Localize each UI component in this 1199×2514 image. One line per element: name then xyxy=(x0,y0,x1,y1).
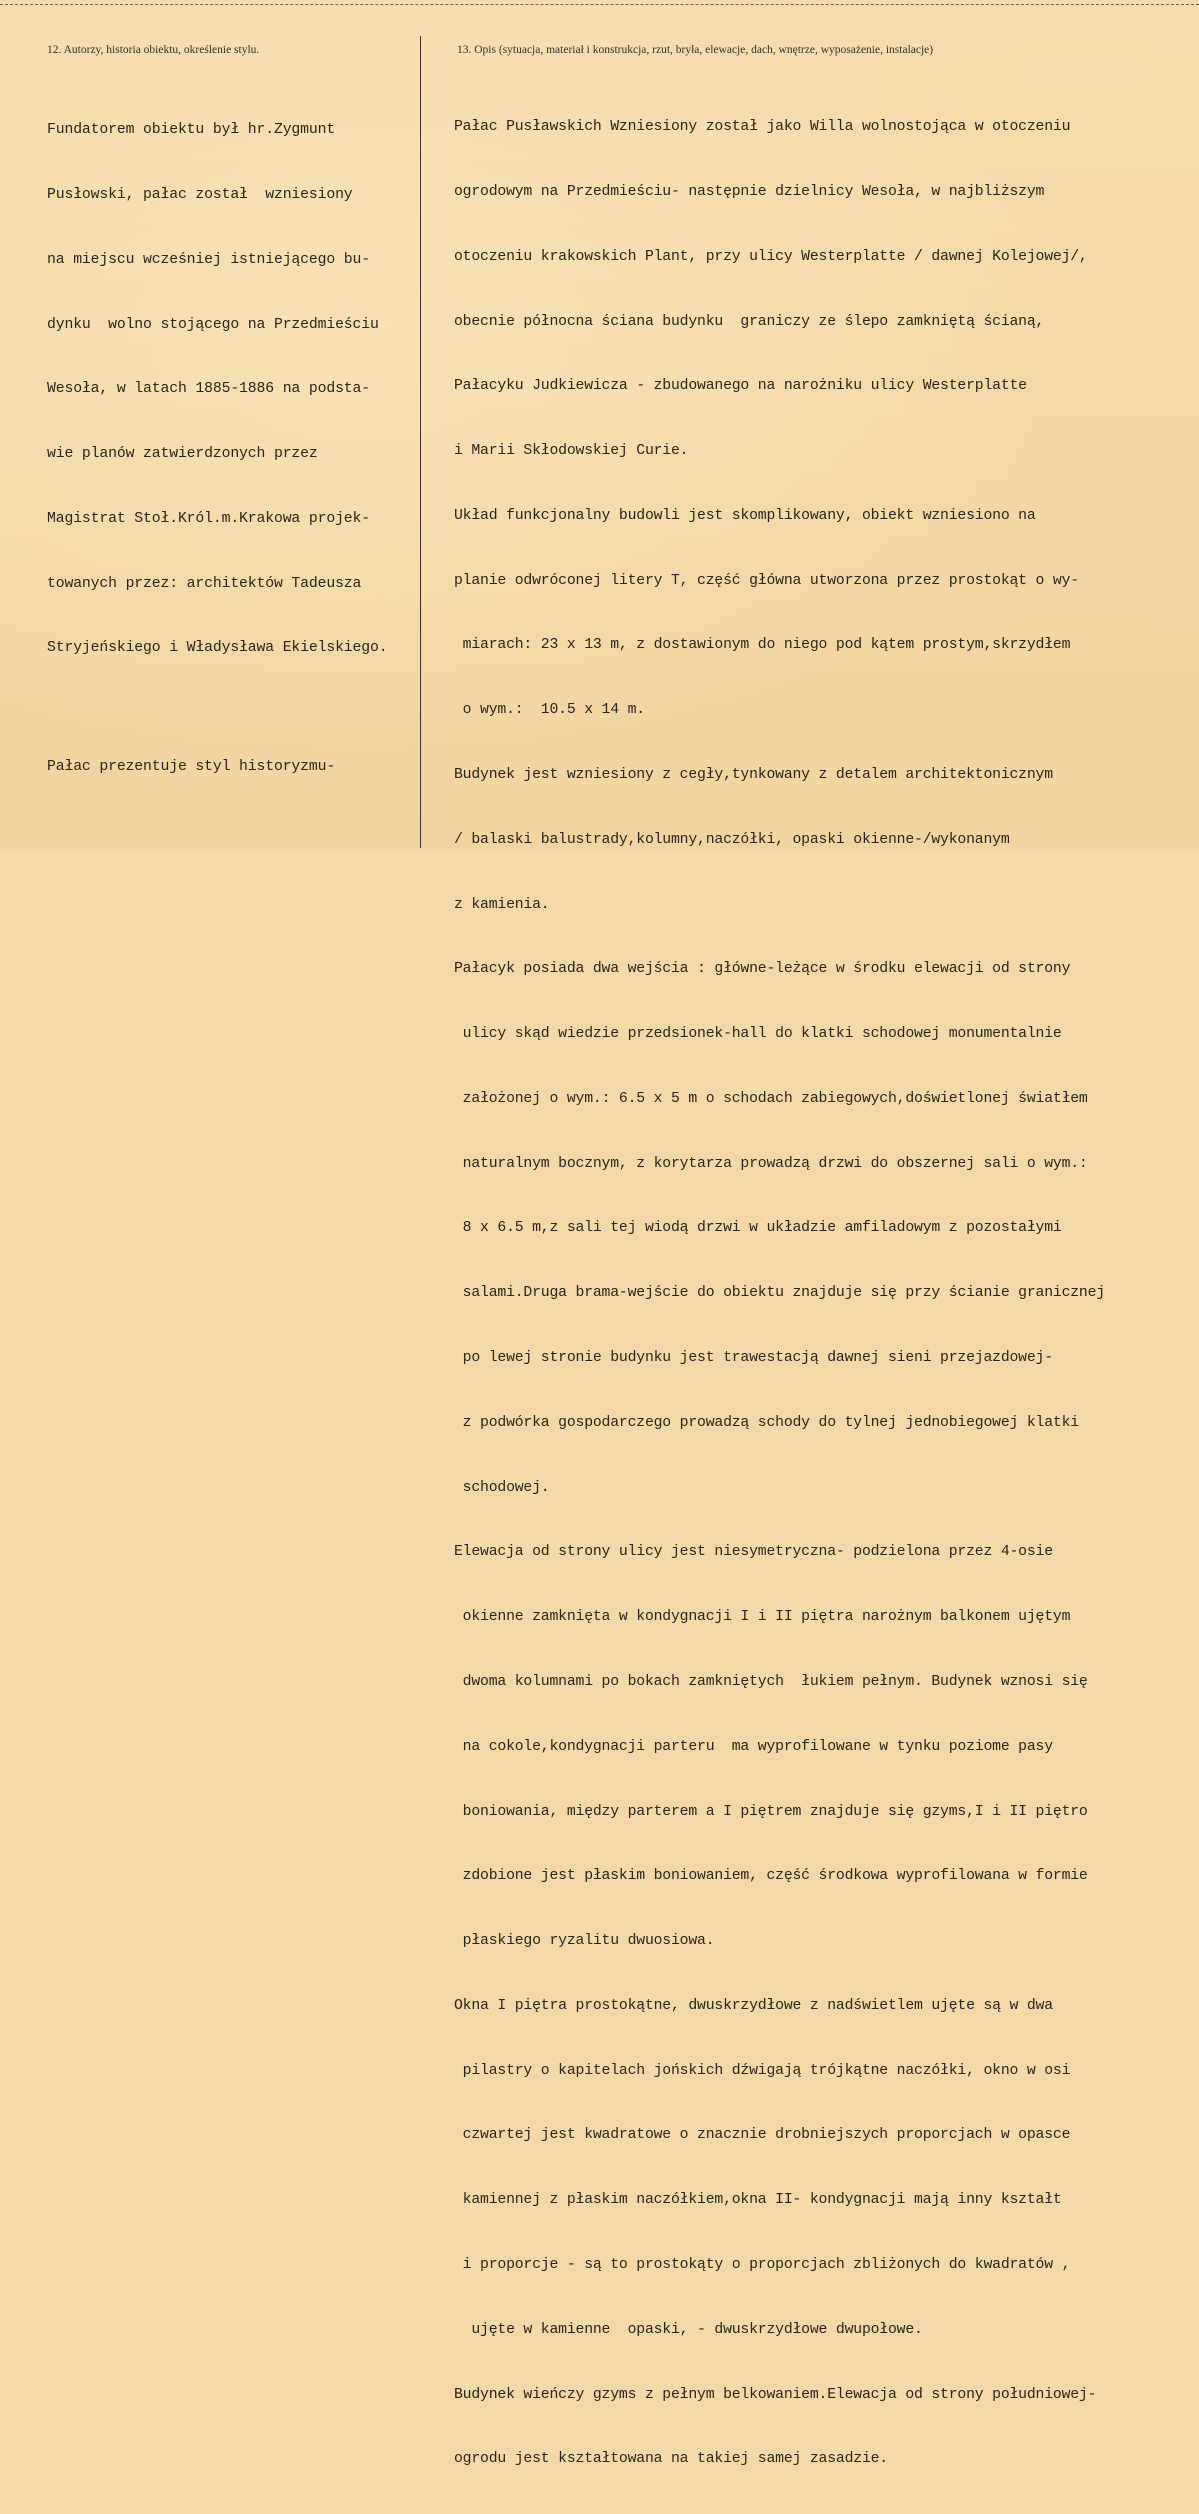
text-line: boniowania, między parterem a I piętrem znajduje się gzyms,I i II piętro xyxy=(454,1803,1088,1820)
text-line: z podwórka gospodarczego prowadzą schody do tylnej jednobiegowej klatki xyxy=(454,1414,1079,1431)
text-line: ogrodowym na Przedmieściu- następnie dzielnicy Wesoła, w najbliższym xyxy=(454,183,1045,200)
text-line: ogrodu jest kształtowana na takiej samej zasadzie. xyxy=(454,2451,888,2468)
text-line: okienne zamknięta w kondygnacji I i II piętra narożnym balkonem ujętym xyxy=(454,1609,1071,1626)
text-line: miarach: 23 x 13 m, z dostawionym do niego pod kątem prostym,skrzydłem xyxy=(454,637,1071,654)
text-line: naturalnym bocznym, z korytarza prowadzą drzwi do obszernej sali o wym.: xyxy=(454,1155,1088,1172)
paragraph-gap xyxy=(47,703,417,714)
text-line: ulicy skąd wiedzie przedsionek-hall do klatki schodowej monumentalnie xyxy=(454,1026,1062,1043)
text-line: Pusłowski, pałac został wzniesiony xyxy=(47,186,353,203)
text-line: Budynek jest wzniesiony z cegły,tynkowany z detalem architektonicznym xyxy=(454,767,1053,783)
text-line: Układ funkcjonalny budowli jest skomplikowany, obiekt wzniesiono na xyxy=(454,507,1036,524)
text-line: po lewej stronie budynku jest trawestacją dawnej sieni przejazdowej- xyxy=(454,1350,1053,1367)
text-line: Magistrat Stoł.Król.m.Krakowa projek- xyxy=(47,510,370,527)
text-line: otoczeniu krakowskich Plant, przy ulicy Westerplatte / dawnej Kolejowej/, xyxy=(454,248,1088,265)
text-line: Budynek wieńczy gzyms z pełnym belkowaniem.Elewacja od strony południowej- xyxy=(454,2386,1097,2403)
text-line: na cokole,kondygnacji parteru ma wyprofilowane w tynku poziome pasy xyxy=(454,1738,1053,1755)
text-line: Fundatorem obiektu był hr.Zygmunt xyxy=(47,122,336,139)
text-line: na miejscu wcześniej istniejącego bu- xyxy=(47,251,370,268)
text-line: z kamienia. xyxy=(454,896,550,913)
text-line: zdobione jest płaskim boniowaniem, część środkowa wyprofilowana w formie xyxy=(454,1868,1088,1885)
text-line: salami.Druga brama-wejście do obiektu znajduje się przy ścianie granicznej xyxy=(454,1285,1105,1302)
text-line: kamiennej z płaskim naczółkiem,okna II- kondygnacji mają inny kształt xyxy=(454,2192,1062,2209)
text-line: Okna I piętra prostokątne, dwuskrzydłowe z nadświetlem ujęte są w dwa xyxy=(454,1997,1053,2014)
text-line: Pałac Pusławskich Wzniesiony został jako Willa wolnostojąca w otoczeniu xyxy=(454,119,1071,136)
text-line: obecnie północna ściana budynku graniczy ze ślepo zamkniętą ścianą, xyxy=(454,313,1045,330)
text-line: 8 x 6.5 m,z sali tej wiodą drzwi w układzie amfiladowym z pozostałymi xyxy=(454,1220,1062,1237)
section-13-header: 13. Opis (sytuacja, materiał i konstrukcja, rzut, bryła, elewacje, dach, wnętrze, wyposażenie, instalacje) xyxy=(457,44,934,56)
text-line: wie planów zatwierdzonych przez xyxy=(47,446,318,463)
section-12-header: 12. Autorzy, historia obiektu, określenie stylu. xyxy=(47,44,260,56)
text-line: Pałac prezentuje styl historyzmu- xyxy=(47,759,336,776)
text-line: czwartej jest kwadratowe o znacznie drobniejszych proporcjach w opasce xyxy=(454,2127,1071,2144)
text-line: / balaski balustrady,kolumny,naczółki, opaski okienne-/wykonanym xyxy=(454,831,1010,848)
text-line: pilastry o kapitelach jońskich dźwigają trójkątne naczółki, okno w osi xyxy=(454,2062,1071,2079)
text-line: planie odwróconej litery T, część główna utworzona przez prostokąt o wy- xyxy=(454,572,1079,589)
section-13-text xyxy=(454,74,1199,2514)
text-line: i proporcje - są to prostokąty o proporcjach zbliżonych do kwadratów , xyxy=(454,2256,1071,2273)
text-line: dynku wolno stojącego na Przedmieściu xyxy=(47,316,379,333)
text-line: Wesoła, w latach 1885-1886 na podsta- xyxy=(47,381,370,398)
text-line: Pałacyk posiada dwa wejścia : główne-leżące w środku elewacji od strony xyxy=(454,961,1071,978)
text-line: i Marii Skłodowskiej Curie. xyxy=(454,443,689,460)
text-line: Pałacyku Judkiewicza - zbudowanego na narożniku ulicy Westerplatte xyxy=(454,378,1027,395)
text-line: towanych przez: architektów Tadeusza xyxy=(47,575,362,592)
text-line: Stryjeńskiego i Władysława Ekielskiego. xyxy=(47,640,388,657)
text-line: Elewacja od strony ulicy jest niesymetryczna- podzielona przez 4-osie xyxy=(454,1544,1053,1561)
section-12-text xyxy=(47,77,417,822)
text-line: założonej o wym.: 6.5 x 5 m o schodach zabiegowych,doświetlonej światłem xyxy=(454,1090,1088,1107)
text-line: ujęte w kamienne opaski, - dwuskrzydłowe dwupołowe. xyxy=(454,2321,923,2338)
text-line: schodowej. xyxy=(454,1479,550,1496)
text-line: płaskiego ryzalitu dwuosiowa. xyxy=(454,1933,715,1950)
text-line: dwoma kolumnami po bokach zamkniętych łukiem pełnym. Budynek wznosi się xyxy=(454,1673,1088,1690)
text-line: o wym.: 10.5 x 14 m. xyxy=(454,702,645,719)
column-divider xyxy=(420,36,421,848)
top-dashed-rule xyxy=(0,4,1199,5)
